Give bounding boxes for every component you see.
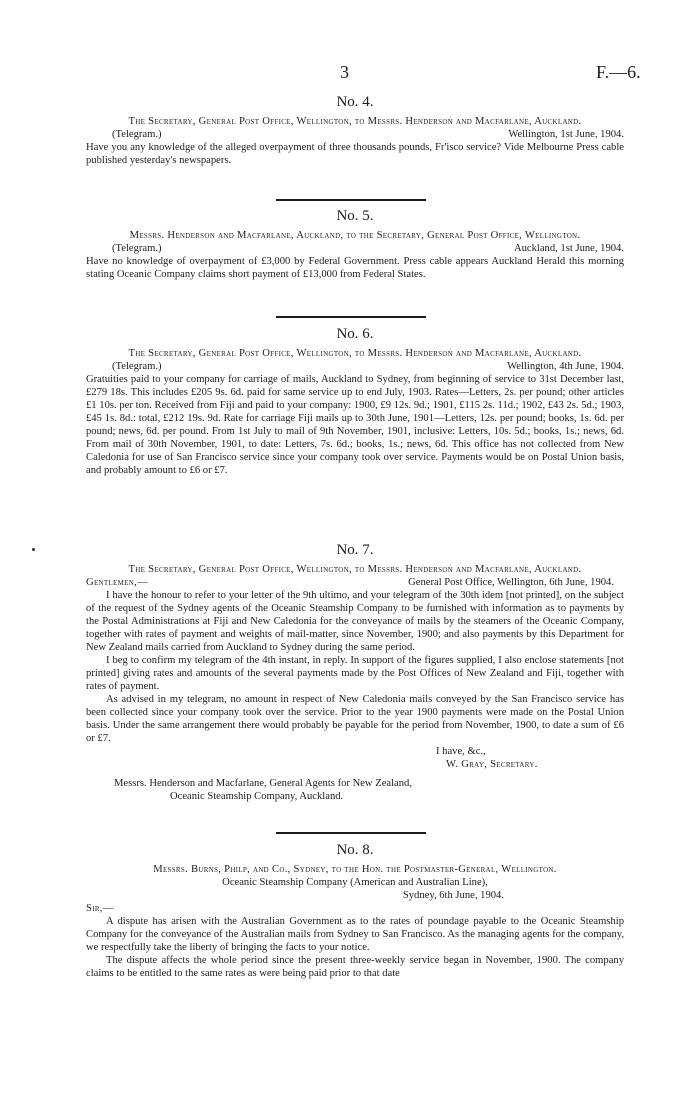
signature: W. Gray, Secretary. — [446, 759, 538, 770]
section-divider — [276, 832, 426, 834]
salutation-line — [86, 576, 624, 589]
document-reference: F.—6. — [596, 62, 641, 82]
section-paragraph: I have the honour to refer to your letter of the 9th ultimo, and your telegram of the 30th idem [not printed], on the subject of the request of the Sydney agents of the Oceanic Steamship Company to be furnished with information as to payments by the Postal Administrations at Fiji and New Caledonia for the conveyance of mails by the steamers of the Oceanic Company, together with rates of payment and weights of mail-matter, since November, 1900; and also payments by this Department for New Zealand mails carried from Auckland to Sydney during the same period. — [86, 590, 624, 653]
place-date: Sydney, 6th June, 1904. — [402, 890, 504, 901]
salutation: Sir,— — [86, 903, 114, 914]
section-divider — [276, 316, 426, 318]
section-address: Messrs. Burns, Philp, and Co., Sydney, to the Hon. the Postmaster-General, Wellington. — [153, 864, 557, 875]
section-body: Have you any knowledge of the alleged overpayment of three thousands pounds, Fr'isco service? Vide Melbourne Press cable published yesterday's newspapers. — [86, 142, 624, 166]
place-date: General Post Office, Wellington, 6th June, 1904. — [408, 577, 614, 588]
closing: I have, &c., — [436, 746, 486, 757]
section-paragraph: A dispute has arisen with the Australian Government as to the rates of poundage payable to the Oceanic Steamship Company for the conveyance of the Australian mails from Sydney to San Francisco. As the managing agents for the company, we respectfully take the liberty of bringing the facts to your notice. — [86, 916, 624, 953]
section-no-8 — [86, 844, 624, 980]
section-paragraph: The dispute affects the whole period since the present three-weekly service began in November, 1900. The company claims to be entitled to the same rates as were being paid prior to that date — [86, 955, 624, 979]
section-number: No. 7. — [336, 542, 374, 558]
telegram-line — [86, 360, 624, 373]
section-body: Gratuities paid to your company for carriage of mails, Auckland to Sydney, from beginning of service to 31st December last, £279 18s. This includes £205 9s. 6d. paid for same service up to end July, 1903. Rates—Letters, 2s. per pound; other articles £1 10s. per ton. Received from Fiji and paid to your company: 1900, £9 12s. 9d.; 1901, £115 2s. 11d.; 1902, £43 2s. 5d.; 1903, £45 1s. 8d.: total, £212 19s. 9d. Rate for carriage Fiji mails up to 30th June, 1901—Letters, 12s. per pound; books, 1s. 6d. per pound; news, 6d. per pound. From 1st July to mail of 9th November, 1901, inclusive: Letters, 10s. 5d.; books, 1s.; news, 6d. From mail of 30th November, 1901, to date: Letters, 7s. 6d.; books, 1s.; news, 6d. This office has not collected from New Caledonia for use of San Francisco service since your company took over service. Payments would be on Postal Union basis, and probably amount to £6 or £7. — [86, 374, 624, 476]
section-no-4 — [86, 96, 624, 167]
place-date: Wellington, 1st June, 1904. — [508, 129, 624, 140]
section-address: The Secretary, General Post Office, Wellington, to Messrs. Henderson and Macfarlane, Auckland. — [128, 348, 582, 359]
addressee-line: Oceanic Steamship Company, Auckland. — [170, 791, 344, 802]
section-divider — [276, 199, 426, 201]
section-paragraph: I beg to confirm my telegram of the 4th instant, in reply. In support of the figures supplied, I also enclose statements [not printed] giving rates and amounts of the several payments made by the Post Offices of New Zealand and Fiji, together with rates of payment. — [86, 655, 624, 692]
telegram-line — [86, 128, 624, 141]
section-address: The Secretary, General Post Office, Wellington, to Messrs. Henderson and Macfarlane, Auckland. — [128, 564, 582, 575]
telegram-label: (Telegram.) — [112, 361, 162, 372]
margin-mark — [32, 548, 35, 551]
page-number: 3 — [340, 62, 349, 82]
section-paragraph: As advised in my telegram, no amount in respect of New Caledonia mails conveyed by the San Francisco service has been collected since your company took over the service. Prior to the year 1900 payments were made on the Postal Union basis. Under the same arrangement there would probably be payable for the period from November, 1900, to date a sum of £6 or £7. — [86, 694, 624, 744]
section-no-7 — [86, 544, 624, 803]
section-number: No. 5. — [336, 208, 374, 224]
telegram-line — [86, 242, 624, 255]
place-date: Wellington, 4th June, 1904. — [507, 361, 624, 372]
telegram-label: (Telegram.) — [112, 243, 162, 254]
section-address: Messrs. Henderson and Macfarlane, Auckland, to the Secretary, General Post Office, Wellington. — [129, 230, 581, 241]
section-number: No. 8. — [336, 842, 374, 858]
section-address: The Secretary, General Post Office, Wellington, to Messrs. Henderson and Macfarlane, Auckland. — [128, 116, 582, 127]
place-date: Auckland, 1st June, 1904. — [513, 243, 624, 254]
section-number: No. 4. — [336, 94, 374, 110]
addressee-line: Messrs. Henderson and Macfarlane, General Agents for New Zealand, — [114, 778, 412, 789]
section-no-6 — [86, 328, 624, 477]
section-no-5 — [86, 210, 624, 281]
telegram-label: (Telegram.) — [112, 129, 162, 140]
salutation: Gentlemen,— — [86, 577, 148, 588]
section-number: No. 6. — [336, 326, 374, 342]
section-body: Have no knowledge of overpayment of £3,000 by Federal Government. Press cable appears Auckland Herald this morning stating Oceanic Company claims short payment of £13,000 from Federal States. — [86, 256, 624, 280]
section-address-sub: Oceanic Steamship Company (American and Australian Line), — [222, 877, 488, 888]
